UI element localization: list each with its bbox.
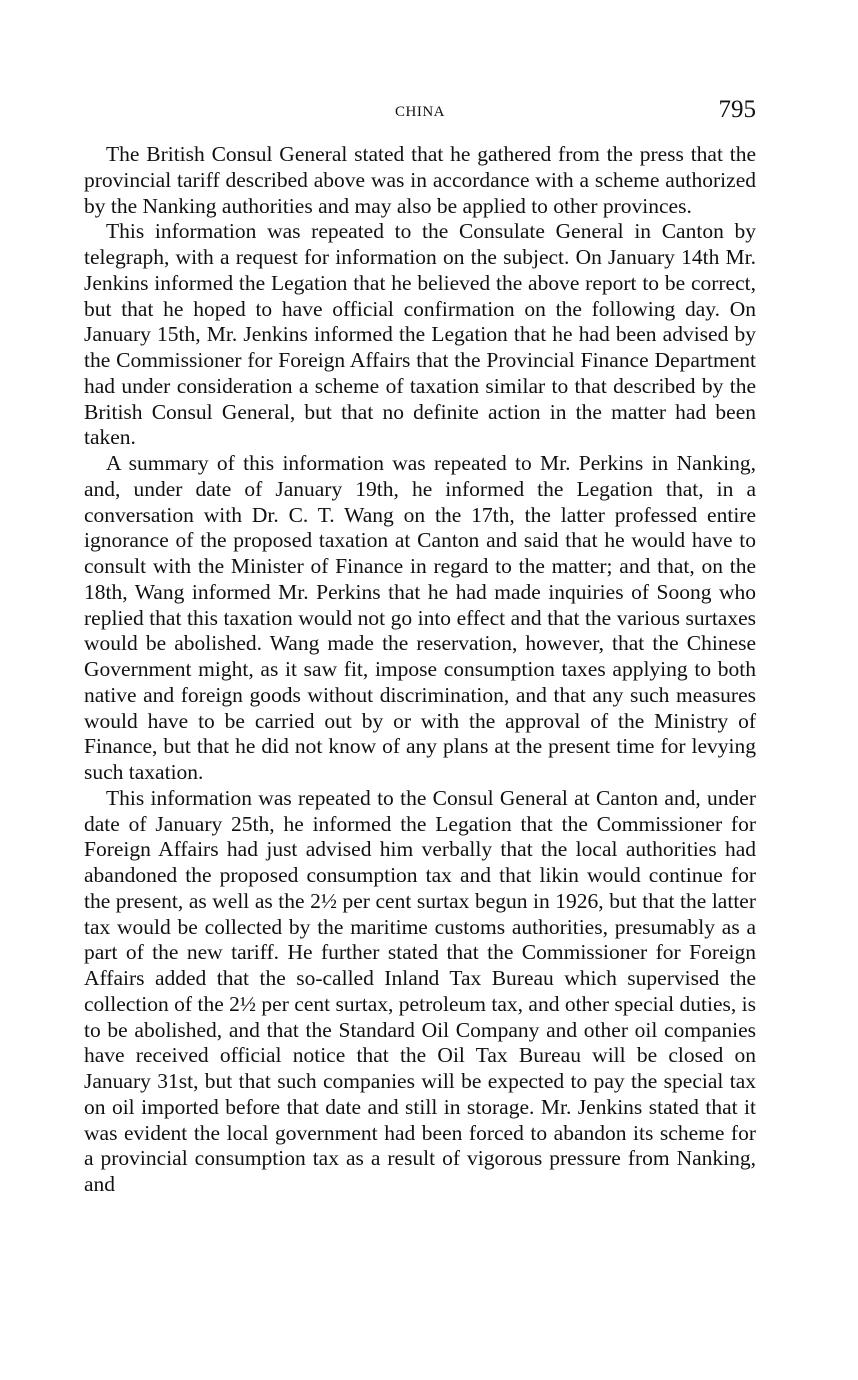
running-head: CHINA [395, 104, 445, 120]
body-text [84, 142, 756, 1198]
paragraph: This information was repeated to the Consulate General in Canton by telegraph, with a request for information on the subject. On January 14th Mr. Jenkins informed the Legation that he believed the above report to be correct, but that he hoped to have official confirmation on the following day. On January 15th, Mr. Jenkins informed the Legation that he had been advised by the Commissioner for Foreign Affairs that the Provincial Finance Department had under consideration a scheme of taxation similar to that described by the British Consul General, but that no definite action in the matter had been taken. [84, 219, 756, 450]
page-header [84, 96, 756, 128]
page-number: 795 [718, 96, 756, 123]
paragraph: A summary of this information was repeated to Mr. Perkins in Nanking, and, under date of January 19th, he informed the Legation that, in a conversation with Dr. C. T. Wang on the 17th, the latter professed entire ignorance of the proposed taxation at Canton and said that he would have to consult with the Minister of Finance in regard to the matter; and that, on the 18th, Wang informed Mr. Perkins that he had made inquiries of Soong who replied that this taxation would not go into effect and that the various surtaxes would be abolished. Wang made the reservation, however, that the Chinese Government might, as it saw fit, impose consumption taxes applying to both native and foreign goods without discrimination, and that any such measures would have to be carried out by or with the approval of the Ministry of Finance, but that he did not know of any plans at the present time for levying such taxation. [84, 451, 756, 784]
paragraph: This information was repeated to the Consul General at Canton and, under date of January 25th, he informed the Legation that the Commissioner for Foreign Affairs had just advised him verbally that the local authorities had abandoned the proposed consumption tax and that likin would continue for the present, as well as the 2½ per cent surtax begun in 1926, but that the latter tax would be collected by the maritime customs authorities, presumably as a part of the new tariff. He further stated that the Commissioner for Foreign Affairs added that the so-called Inland Tax Bureau which supervised the collection of the 2½ per cent surtax, petroleum tax, and other special duties, is to be abolished, and that the Standard Oil Company and other oil companies have received official notice that the Oil Tax Bureau will be closed on January 31st, but that such companies will be expected to pay the special tax on oil imported before that date and still in storage. Mr. Jenkins stated that it was evident the local government had been forced to abandon its scheme for a provincial consumption tax as a result of vigorous pressure from Nanking, and [84, 785, 756, 1196]
paragraph: The British Consul General stated that he gathered from the press that the provincial tariff described above was in accordance with a scheme authorized by the Nanking authorities and may also be applied to other provinces. [84, 142, 756, 218]
